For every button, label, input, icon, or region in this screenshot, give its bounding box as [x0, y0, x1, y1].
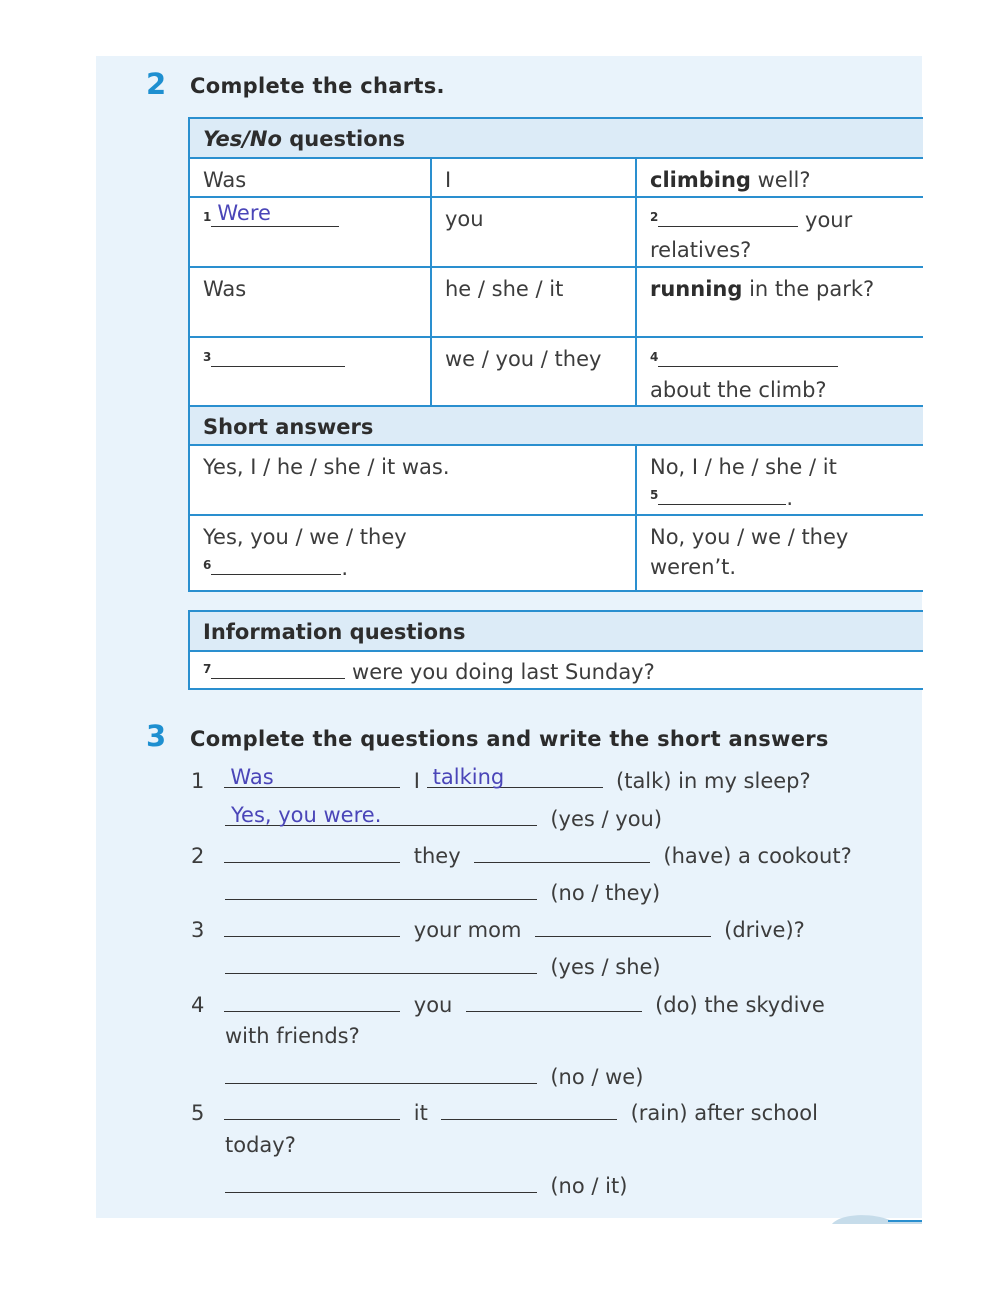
item-1-answer: Yes, you were. (yes / you): [225, 803, 662, 831]
information-questions-table: [188, 610, 923, 690]
item-4-answer: (no / we): [225, 1061, 643, 1089]
row1-c3: climbing well?: [636, 158, 923, 197]
short-answers-header: Short answers: [189, 406, 923, 445]
item-3-question: 3 your mom (drive)?: [191, 914, 805, 942]
yes-no-short-answer-table: [188, 117, 923, 592]
blank-1[interactable]: [211, 201, 339, 227]
row1-c1: Was: [189, 158, 431, 197]
row2-c3: $^2$ your relatives?: [636, 197, 923, 267]
blank-7[interactable]: [211, 656, 345, 679]
row4-c2: we / you / they: [431, 337, 636, 406]
item-2-blank-1[interactable]: [224, 840, 400, 863]
handwritten-item-1-blank-1: Was: [230, 765, 274, 789]
section-2-title: Complete the charts.: [190, 74, 445, 98]
item-5-continuation: today?: [225, 1133, 296, 1157]
item-4-continuation: with friends?: [225, 1024, 360, 1048]
section-3-title: Complete the questions and write the short answers: [190, 727, 829, 751]
item-3-answer: (yes / she): [225, 951, 661, 979]
section-2-number: 2: [146, 67, 167, 101]
item-5-answer-line[interactable]: [225, 1170, 537, 1193]
yes-no-questions-header: Yes/No questions: [189, 118, 923, 158]
row2-c1: $^1$ Were: [189, 197, 431, 267]
short-row2-right: No, you / we / they weren’t.: [636, 515, 923, 591]
item-1-blank-1[interactable]: [224, 765, 400, 788]
item-5-answer: (no / it): [225, 1170, 627, 1198]
row3-c2: he / she / it: [431, 267, 636, 337]
item-5-blank-1[interactable]: [224, 1097, 400, 1120]
short-row1-right: No, I / he / she / it $^5$ .: [636, 445, 923, 515]
row1-c2: I: [431, 158, 636, 197]
item-3-blank-1[interactable]: [224, 914, 400, 937]
information-question-row: $^7$ were you doing last Sunday?: [189, 651, 923, 689]
item-4-blank-1[interactable]: [224, 989, 400, 1012]
blank-6[interactable]: [211, 552, 341, 575]
row3-c1: Was: [189, 267, 431, 337]
blank-3[interactable]: [211, 344, 345, 367]
item-2-question: 2 they (have) a cookout?: [191, 840, 852, 868]
row3-c3: running in the park?: [636, 267, 923, 337]
item-2-answer: (no / they): [225, 877, 660, 905]
blank-2[interactable]: [658, 204, 798, 227]
short-row2-left: Yes, you / we / they $^6$ .: [189, 515, 636, 591]
item-2-answer-line[interactable]: [225, 877, 537, 900]
information-questions-header: Information questions: [189, 611, 923, 651]
item-1-answer-line[interactable]: [225, 803, 537, 826]
item-5-question: 5 it (rain) after school: [191, 1097, 818, 1125]
section-3-number: 3: [146, 719, 167, 753]
item-3-blank-2[interactable]: [535, 914, 711, 937]
item-1-blank-2[interactable]: [427, 765, 603, 788]
short-row1-left: Yes, I / he / she / it was.: [189, 445, 636, 515]
blank-4[interactable]: [658, 344, 838, 367]
handwritten-answer-1: Were: [217, 201, 271, 225]
item-4-answer-line[interactable]: [225, 1061, 537, 1084]
item-2-blank-2[interactable]: [474, 840, 650, 863]
row4-c3: $^4$ about the climb?: [636, 337, 923, 406]
blank-5[interactable]: [658, 482, 786, 505]
item-1-question: 1 Was I talking (talk) in my sleep?: [191, 765, 811, 793]
row4-c1: 3: [189, 337, 431, 406]
page-corner-decoration: [830, 1212, 922, 1224]
item-4-question: 4 you (do) the skydive: [191, 989, 825, 1017]
row2-c2: you: [431, 197, 636, 267]
item-5-blank-2[interactable]: [441, 1097, 617, 1120]
handwritten-item-1-blank-2: talking: [432, 765, 505, 789]
item-4-blank-2[interactable]: [466, 989, 642, 1012]
handwritten-item-1-answer: Yes, you were.: [231, 803, 382, 827]
item-3-answer-line[interactable]: [225, 951, 537, 974]
